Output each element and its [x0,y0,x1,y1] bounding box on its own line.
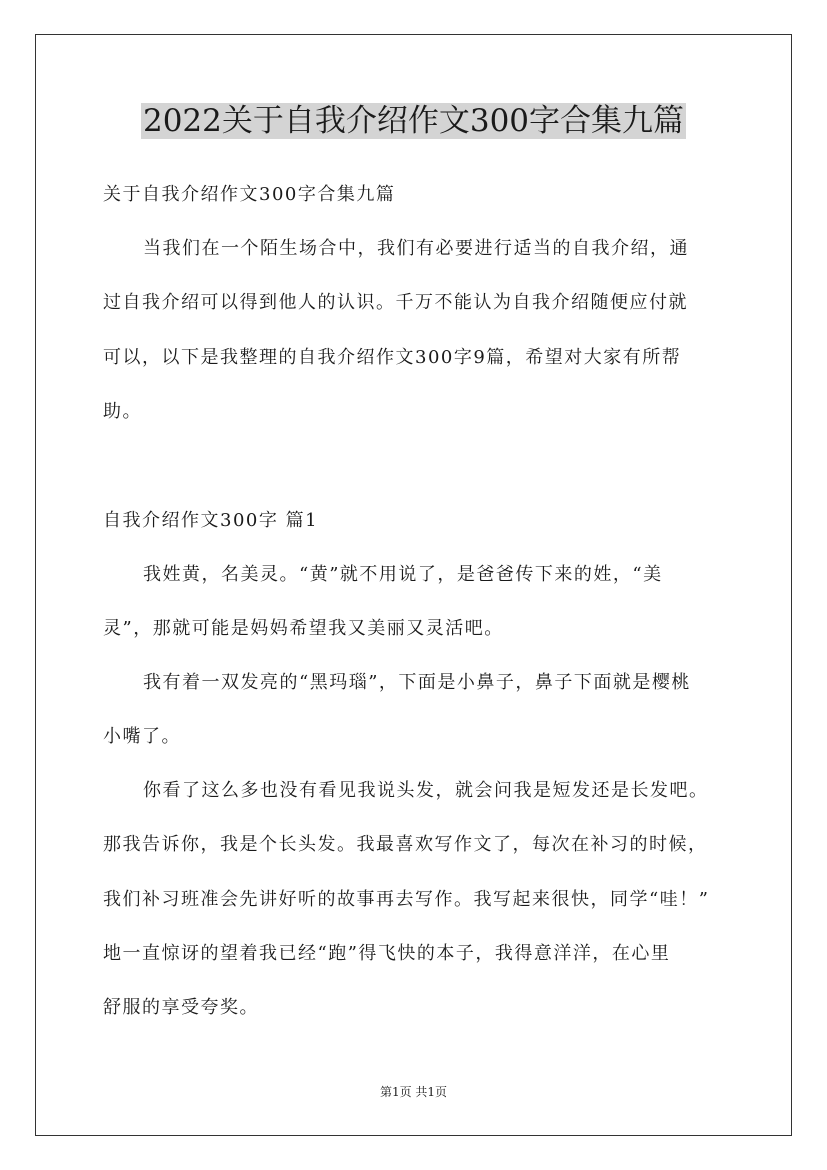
body-line-7: 我们补习班准会先讲好听的故事再去写作。我写起来很快，同学“哇！” [103,889,710,910]
body-line-8: 地一直惊讶的望着我已经“跑”得飞快的本子，我得意洋洋，在心里 [103,943,671,964]
body-line-2: 灵”，那就可能是妈妈希望我又美丽又灵活吧。 [103,618,504,639]
page-footer: 第1页 共1页 [379,1085,448,1099]
document-title [0,100,827,142]
body-line-6: 那我告诉你，我是个长头发。我最喜欢写作文了，每次在补习的时候， [103,834,708,855]
intro-line-1: 当我们在一个陌生场合中，我们有必要进行适当的自我介绍，通 [143,238,689,259]
body-line-4: 小嘴了。 [103,726,181,747]
body-line-9: 舒服的享受夸奖。 [103,997,259,1018]
body-line-5: 你看了这么多也没有看见我说头发，就会问我是短发还是长发吧。 [143,780,709,801]
intro-line-3: 可以，以下是我整理的自我介绍作文300字9篇，希望对大家有所帮 [103,347,682,368]
section-heading-1: 自我介绍作文300字 篇1 [103,510,319,531]
body-line-1: 我姓黄，名美灵。“黄”就不用说了，是爸爸传下来的姓，“美 [143,564,663,585]
intro-line-2: 过自我介绍可以得到他人的认识。千万不能认为自我介绍随便应付就 [103,292,688,313]
article-heading: 关于自我介绍作文300字合集九篇 [103,184,396,205]
intro-line-4: 助。 [103,401,142,422]
document-title-text: 2022关于自我介绍作文300字合集九篇 [142,103,685,139]
body-line-3: 我有着一双发亮的“黑玛瑙”，下面是小鼻子，鼻子下面就是樱桃 [143,672,691,693]
